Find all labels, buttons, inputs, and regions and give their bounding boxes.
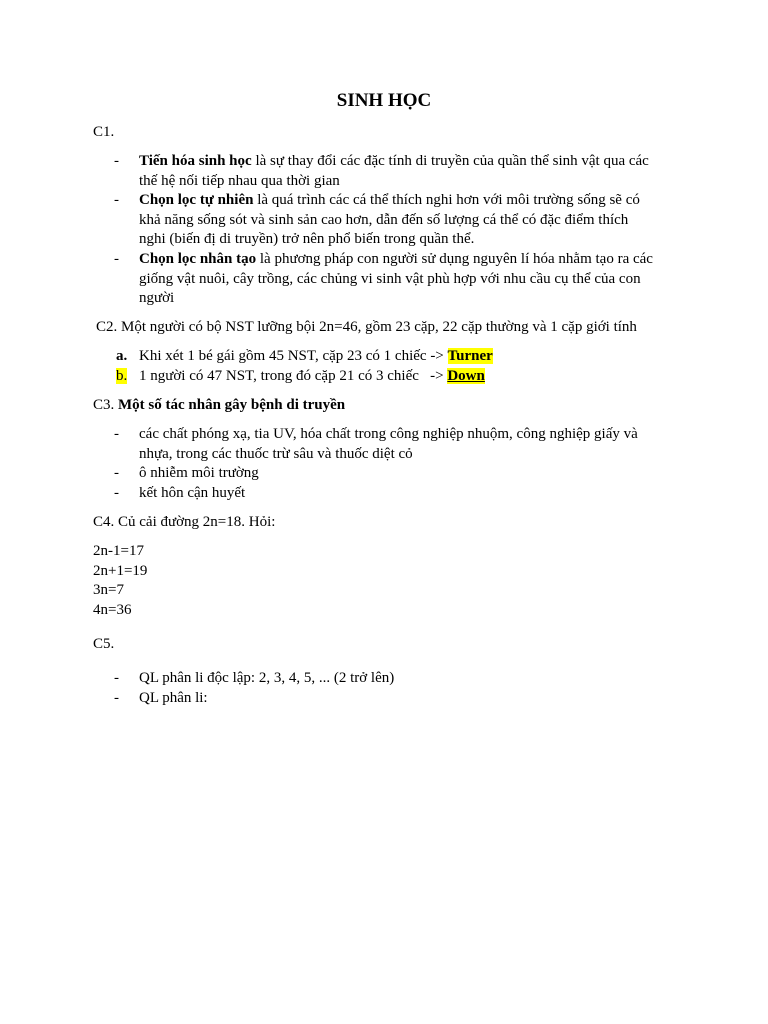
c2-item-a: Khi xét 1 bé gái gồm 45 NST, cặp 23 có 1 chiếc -> Turner: [139, 348, 493, 364]
bullet-dash: -: [114, 670, 119, 686]
bullet-dash: -: [114, 690, 119, 706]
c3-item-1: các chất phóng xạ, tia UV, hóa chất trong công nghiệp nhuộm, công nghiệp giấy và nhựa, trong các thuốc trừ sâu và thuốc diệt cỏ: [139, 426, 638, 462]
c4-line: 4n=36: [93, 602, 132, 618]
answer-highlight: Turner: [447, 348, 493, 364]
c2-item-b: 1 người có 47 NST, trong đó cặp 21 có 3 chiếc -> Down: [139, 368, 485, 384]
c2-heading: C2. Một người có bộ NST lưỡng bội 2n=46, gồm 23 cặp, 22 cặp thường và 1 cặp giới tính: [96, 319, 637, 335]
list-marker: a.: [116, 348, 128, 364]
term: Chọn lọc tự nhiên: [139, 192, 254, 208]
bullet-dash: -: [114, 153, 119, 169]
c4-line: 2n-1=17: [93, 543, 144, 559]
c4-line: 2n+1=19: [93, 563, 148, 579]
c3-heading: C3. Một số tác nhân gây bệnh di truyền: [93, 397, 346, 413]
term: Tiến hóa sinh học: [139, 153, 252, 169]
c3-item-3: kết hôn cận huyết: [139, 485, 246, 501]
bullet-dash: -: [114, 192, 119, 208]
bullet-dash: -: [114, 485, 119, 501]
c1-heading: C1.: [93, 124, 115, 140]
page-title: SINH HỌC: [336, 90, 432, 111]
answer-highlight: Down: [447, 368, 485, 384]
c3-item-2: ô nhiễm môi trường: [139, 465, 259, 481]
bullet-dash: -: [114, 251, 119, 267]
c4-heading: C4. Củ cải đường 2n=18. Hỏi:: [93, 514, 276, 530]
c1-item-1: Tiến hóa sinh học là sự thay đổi các đặc tính di truyền của quần thể sinh vật qua các thế hệ nối tiếp nhau qua thời gian: [139, 153, 649, 189]
c1-item-2: Chọn lọc tự nhiên là quá trình các cá thể thích nghi hơn với môi trường sống sẽ có khả năng sống sót và sinh sản cao hơn, dẫn đến số lượng cá thể có đặc điểm thích nghi (biến đị di truyền) trở nên phổ biến trong quần thể.: [139, 192, 640, 247]
bullet-dash: -: [114, 465, 119, 481]
c5-item-2: QL phân li:: [139, 690, 208, 706]
c1-item-3: Chọn lọc nhân tạo là phương pháp con người sử dụng nguyên lí hóa nhằm tạo ra các giống vật nuôi, cây trồng, các chủng vi sinh vật phù hợp với nhu cầu cụ thể của con người: [139, 251, 653, 306]
c4-line: 3n=7: [93, 582, 124, 598]
bullet-dash: -: [114, 426, 119, 442]
term: Chọn lọc nhân tạo: [139, 251, 257, 267]
c5-item-1: QL phân li độc lập: 2, 3, 4, 5, ... (2 trở lên): [139, 670, 395, 686]
c5-heading: C5.: [93, 636, 115, 652]
list-marker: b.: [116, 368, 128, 384]
